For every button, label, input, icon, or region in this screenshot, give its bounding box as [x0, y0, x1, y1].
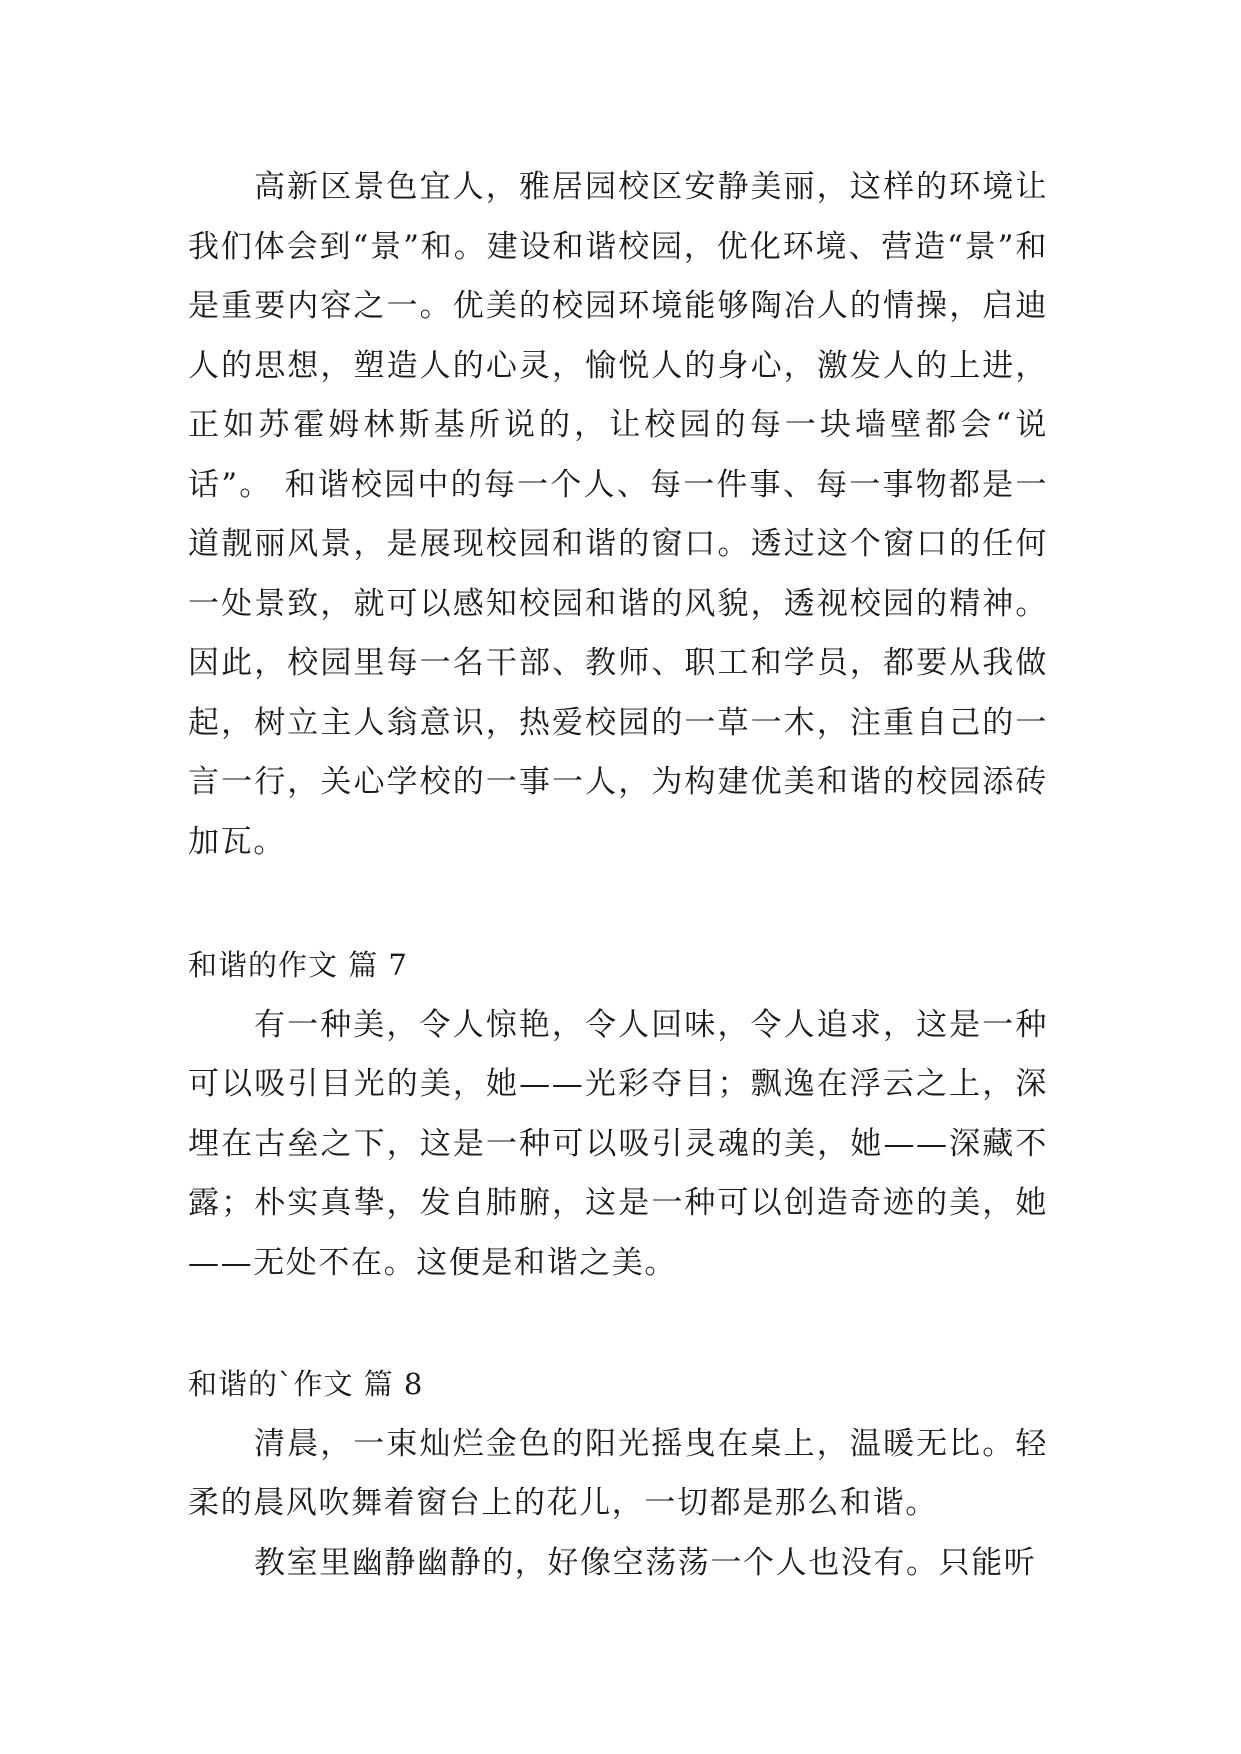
- paragraph-spacer: [188, 872, 1048, 936]
- body-paragraph: 清晨，一束灿烂金色的阳光摇曳在桌上，温暖无比。轻柔的晨风吹舞着窗台上的花儿，一切都是那么和谐。: [188, 1425, 1048, 1521]
- body-paragraph: 教室里幽静幽静的，好像空荡荡一个人也没有。只能听: [254, 1544, 1037, 1581]
- section-heading-7: 和谐的作文 篇 7: [188, 948, 408, 982]
- document-body: [188, 158, 1048, 1593]
- section-heading-8: 和谐的`作文 篇 8: [188, 1367, 424, 1401]
- body-paragraph: 有一种美，令人惊艳，令人回味，令人追求，这是一种可以吸引目光的美，她——光彩夺目；飘逸在浮云之上，深埋在古垒之下，这是一种可以吸引灵魂的美，她——深藏不露；朴实真挚，发自肺腑，这是一种可以创造奇迹的美，她——无处不在。这便是和谐之美。: [188, 1006, 1048, 1281]
- paragraph-spacer: [188, 1293, 1048, 1355]
- body-paragraph: 高新区景色宜人，雅居园校区安静美丽，这样的环境让我们体会到“景”和。建设和谐校园，优化环境、营造“景”和是重要内容之一。优美的校园环境能够陶冶人的情操，启迪人的思想，塑造人的心灵，愉悦人的身心，激发人的上进，正如苏霍姆林斯基所说的，让校园的每一块墙壁都会“说话”。 和谐校园中的每一个人、每一件事、每一事物都是一道靓丽风景，是展现校园和谐的窗口。透过这个窗口的任何一处景致，就可以感知校园和谐的风貌，透视校园的精神。因此，校园里每一名干部、教师、职工和学员，都要从我做起，树立主人翁意识，热爱校园的一草一木，注重自己的一言一行，关心学校的一事一人，为构建优美和谐的校园添砖加瓦。: [188, 169, 1048, 860]
